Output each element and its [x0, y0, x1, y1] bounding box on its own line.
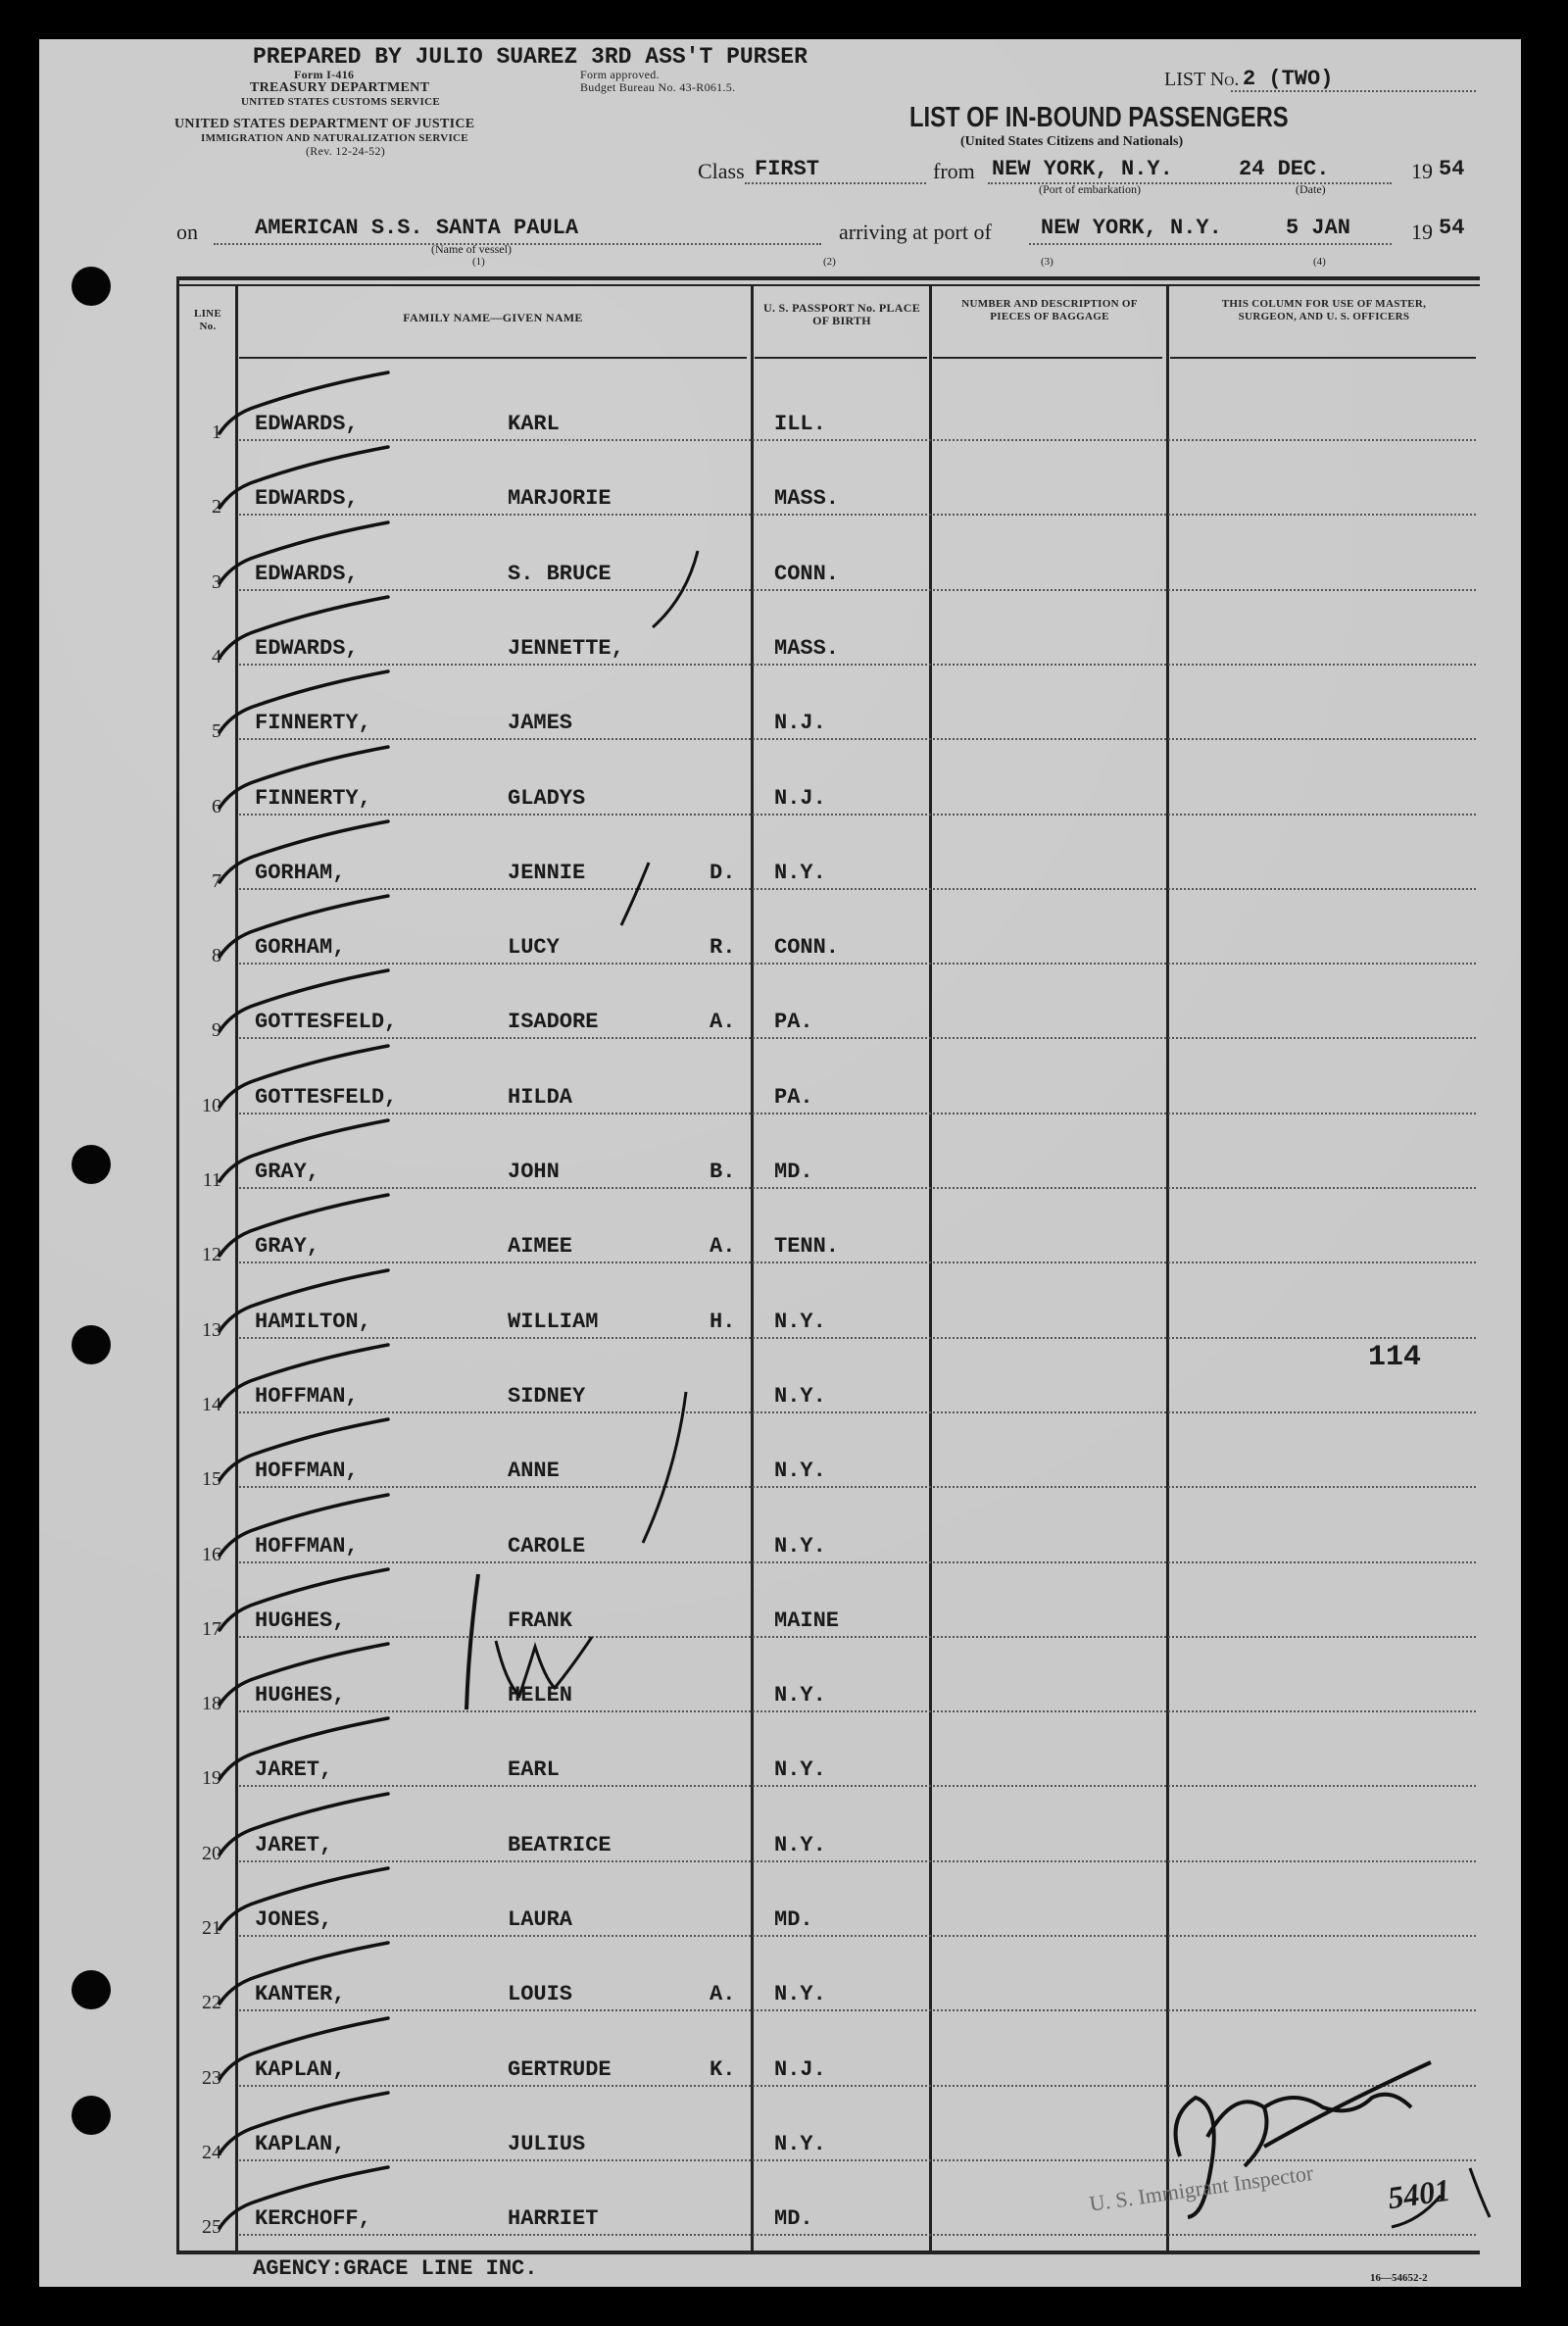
- list-subtitle: (United States Citizens and Nationals): [960, 134, 1184, 149]
- place-of-birth: N.Y.: [774, 1833, 826, 1857]
- row-dotted-line: [239, 514, 1476, 516]
- family-name: KANTER,: [255, 1982, 346, 2006]
- caption-2: (2): [823, 256, 836, 268]
- place-of-birth: ILL.: [774, 412, 826, 436]
- row-line-number: 24: [202, 2142, 221, 2163]
- place-of-birth: N.Y.: [774, 1683, 826, 1707]
- row-dotted-line: [239, 1262, 1476, 1263]
- middle-initial: K.: [710, 2057, 736, 2082]
- given-name: KARL: [508, 412, 560, 436]
- family-name: GORHAM,: [255, 861, 346, 885]
- arrival-date: 5 JAN: [1286, 216, 1351, 240]
- middle-initial: H.: [710, 1310, 736, 1334]
- middle-initial: D.: [710, 861, 736, 885]
- row-line-number: 1: [212, 421, 221, 443]
- arrival-port: NEW YORK, N.Y.: [1041, 216, 1222, 240]
- row-line-number: 21: [202, 1917, 221, 1939]
- middle-initial: A.: [710, 1982, 736, 2006]
- from-label: from: [933, 159, 975, 183]
- place-of-birth: N.Y.: [774, 1384, 826, 1409]
- treasury-department: TREASURY DEPARTMENT: [250, 80, 430, 95]
- given-name: JENNIE: [508, 861, 586, 885]
- row-dotted-line: [239, 1411, 1476, 1413]
- row-dotted-line: [239, 1860, 1476, 1862]
- date-caption: (Date): [1296, 182, 1326, 196]
- place-of-birth: MASS.: [774, 486, 840, 511]
- given-name: LOUIS: [508, 1982, 573, 2006]
- place-of-birth: CONN.: [774, 562, 840, 586]
- list-title: LIST OF IN-BOUND PASSENGERS: [909, 102, 1289, 133]
- given-name: SIDNEY: [508, 1384, 586, 1409]
- row-dotted-line: [239, 1337, 1476, 1339]
- given-name: GLADYS: [508, 786, 586, 811]
- row-line-number: 12: [202, 1244, 221, 1265]
- col-header-name: FAMILY NAME—GIVEN NAME: [403, 311, 583, 324]
- family-name: HAMILTON,: [255, 1310, 371, 1334]
- given-name: HARRIET: [508, 2206, 599, 2231]
- budget-bureau: Budget Bureau No. 43-R061.5.: [580, 80, 736, 94]
- vessel-line: [214, 243, 821, 245]
- caption-4: (4): [1313, 256, 1326, 268]
- family-name: FINNERTY,: [255, 711, 371, 735]
- department-of-justice: UNITED STATES DEPARTMENT OF JUSTICE: [174, 117, 475, 131]
- row-line-number: 23: [202, 2067, 221, 2089]
- class-value: FIRST: [755, 157, 820, 181]
- place-of-birth: N.Y.: [774, 1310, 826, 1334]
- row-line-number: 7: [212, 870, 221, 892]
- print-code: 16—54652-2: [1370, 2272, 1428, 2284]
- given-name: AIMEE: [508, 1234, 573, 1259]
- given-name: HELEN: [508, 1683, 573, 1707]
- given-name: ANNE: [508, 1459, 560, 1483]
- row-dotted-line: [239, 2085, 1476, 2087]
- on-label: on: [176, 220, 198, 244]
- port-embark-caption: (Port of embarkation): [1039, 182, 1141, 196]
- row-line-number: 3: [212, 571, 221, 593]
- row-dotted-line: [239, 1187, 1476, 1189]
- middle-initial: R.: [710, 935, 736, 960]
- given-name: JULIUS: [508, 2132, 586, 2156]
- given-name: LUCY: [508, 935, 560, 960]
- col-divider-line: [235, 284, 238, 2254]
- row-dotted-line: [239, 1561, 1476, 1563]
- family-name: HOFFMAN,: [255, 1459, 359, 1483]
- year-prefix-2: 19: [1411, 220, 1433, 244]
- place-of-birth: PA.: [774, 1010, 813, 1034]
- given-name: HILDA: [508, 1085, 573, 1110]
- row-line-number: 2: [212, 496, 221, 518]
- family-name: JONES,: [255, 1907, 333, 1932]
- row-dotted-line: [239, 439, 1476, 441]
- place-of-birth: MD.: [774, 1907, 813, 1932]
- row-dotted-line: [239, 589, 1476, 591]
- place-of-birth: N.Y.: [774, 1982, 826, 2006]
- row-line-number: 22: [202, 1992, 221, 2013]
- form-number: Form I-416: [294, 68, 355, 81]
- place-of-birth: PA.: [774, 1085, 813, 1110]
- family-name: EDWARDS,: [255, 636, 359, 661]
- place-of-birth: N.J.: [774, 711, 826, 735]
- place-of-birth: N.Y.: [774, 1757, 826, 1782]
- family-name: EDWARDS,: [255, 412, 359, 436]
- given-name: CAROLE: [508, 1534, 586, 1559]
- given-name: S. BRUCE: [508, 562, 612, 586]
- row-dotted-line: [239, 1486, 1476, 1488]
- table-top-rule-2: [176, 284, 1480, 286]
- given-name: BEATRICE: [508, 1833, 612, 1857]
- middle-initial: A.: [710, 1234, 736, 1259]
- place-of-birth: MAINE: [774, 1608, 840, 1633]
- row-line-number: 15: [202, 1468, 221, 1490]
- table-left-border: [176, 276, 179, 2254]
- row-dotted-line: [239, 2009, 1476, 2011]
- given-name: JAMES: [508, 711, 573, 735]
- family-name: GOTTESFELD,: [255, 1085, 398, 1110]
- row-line-number: 20: [202, 1843, 221, 1864]
- row-dotted-line: [239, 1113, 1476, 1114]
- middle-initial: A.: [710, 1010, 736, 1034]
- row-dotted-line: [239, 1935, 1476, 1937]
- place-of-birth: N.Y.: [774, 861, 826, 885]
- row-dotted-line: [239, 1710, 1476, 1712]
- given-name: GERTRUDE: [508, 2057, 612, 2082]
- row-dotted-line: [239, 1037, 1476, 1039]
- middle-initial: B.: [710, 1160, 736, 1184]
- immigration-service: IMMIGRATION AND NATURALIZATION SERVICE: [201, 132, 468, 144]
- col-header-officers: THIS COLUMN FOR USE OF MASTER, SURGEON, AND U. S. OFFICERS: [1221, 298, 1427, 322]
- class-label: Class: [698, 159, 745, 183]
- stamp-number: 5401: [1385, 2171, 1453, 2216]
- place-of-birth: N.J.: [774, 2057, 826, 2082]
- punch-hole: [72, 267, 111, 306]
- family-name: KAPLAN,: [255, 2057, 346, 2082]
- punch-hole: [72, 1325, 111, 1364]
- embark-date: 24 DEC.: [1239, 157, 1330, 181]
- row-dotted-line: [239, 738, 1476, 740]
- year-embark: 54: [1439, 157, 1465, 181]
- row-line-number: 11: [202, 1169, 221, 1191]
- row-line-number: 9: [212, 1019, 221, 1041]
- family-name: HOFFMAN,: [255, 1384, 359, 1409]
- given-name: MARJORIE: [508, 486, 612, 511]
- place-of-birth: N.Y.: [774, 1534, 826, 1559]
- list-no-label: LIST No.: [1164, 69, 1240, 90]
- caption-1: (1): [472, 256, 485, 268]
- place-of-birth: TENN.: [774, 1234, 840, 1259]
- given-name: ISADORE: [508, 1010, 599, 1034]
- revision-date: (Rev. 12-24-52): [306, 144, 386, 158]
- given-name: LAURA: [508, 1907, 573, 1932]
- row-dotted-line: [239, 1785, 1476, 1787]
- row-dotted-line: [239, 1636, 1476, 1638]
- given-name: EARL: [508, 1757, 560, 1782]
- agency: AGENCY:GRACE LINE INC.: [253, 2256, 538, 2281]
- year-arrival: 54: [1439, 216, 1465, 240]
- col-divider-birth: [929, 284, 932, 2254]
- row-line-number: 18: [202, 1693, 221, 1714]
- row-line-number: 13: [202, 1319, 221, 1341]
- family-name: EDWARDS,: [255, 486, 359, 511]
- row-line-number: 17: [202, 1618, 221, 1640]
- row-line-number: 10: [202, 1095, 221, 1116]
- col-header-passport: U. S. PASSPORT No. PLACE OF BIRTH: [762, 301, 921, 327]
- class-line: [745, 182, 926, 184]
- col-divider-baggage: [1166, 284, 1169, 2254]
- list-no-value: 2 (TWO): [1243, 67, 1334, 91]
- row-line-number: 25: [202, 2216, 221, 2238]
- place-of-birth: MD.: [774, 2206, 813, 2231]
- place-of-birth: CONN.: [774, 935, 840, 960]
- given-name: JENNETTE,: [508, 636, 624, 661]
- table-bottom-rule: [176, 2251, 1480, 2254]
- family-name: KAPLAN,: [255, 2132, 346, 2156]
- given-name: JOHN: [508, 1160, 560, 1184]
- from-port: NEW YORK, N.Y.: [992, 157, 1173, 181]
- row-dotted-line: [239, 2159, 1476, 2161]
- immigrant-inspector-stamp: U. S. Immigrant Inspector: [1088, 2159, 1315, 2216]
- header-underline-birth: [755, 357, 927, 359]
- place-of-birth: MD.: [774, 1160, 813, 1184]
- family-name: GRAY,: [255, 1234, 320, 1259]
- family-name: JARET,: [255, 1833, 333, 1857]
- punch-hole: [72, 2096, 111, 2135]
- place-of-birth: N.Y.: [774, 1459, 826, 1483]
- caption-3: (3): [1041, 256, 1054, 268]
- family-name: GOTTESFELD,: [255, 1010, 398, 1034]
- customs-service: UNITED STATES CUSTOMS SERVICE: [241, 96, 441, 108]
- vessel-caption: (Name of vessel): [431, 242, 512, 256]
- row-line-number: 14: [202, 1394, 221, 1415]
- header-underline-baggage: [933, 357, 1162, 359]
- row-line-number: 6: [212, 796, 221, 817]
- row-line-number: 8: [212, 945, 221, 966]
- col-header-baggage: NUMBER AND DESCRIPTION OF PIECES OF BAGGAGE: [961, 298, 1138, 322]
- punch-hole: [72, 1970, 111, 2009]
- family-name: HUGHES,: [255, 1608, 346, 1633]
- punch-hole: [72, 1145, 111, 1184]
- place-of-birth: N.Y.: [774, 2132, 826, 2156]
- family-name: GORHAM,: [255, 935, 346, 960]
- row-dotted-line: [239, 814, 1476, 816]
- col-divider-name: [751, 284, 754, 2254]
- row-dotted-line: [239, 2234, 1476, 2236]
- form-approved: Form approved.: [580, 68, 660, 81]
- given-name: WILLIAM: [508, 1310, 599, 1334]
- arriving-label: arriving at port of: [839, 220, 992, 244]
- family-name: FINNERTY,: [255, 786, 371, 811]
- place-of-birth: N.J.: [774, 786, 826, 811]
- place-of-birth: MASS.: [774, 636, 840, 661]
- family-name: GRAY,: [255, 1160, 320, 1184]
- row-line-number: 4: [212, 646, 221, 668]
- given-name: FRANK: [508, 1608, 573, 1633]
- year-prefix-1: 19: [1411, 159, 1433, 183]
- vessel-name: AMERICAN S.S. SANTA PAULA: [255, 216, 579, 240]
- row-line-number: 19: [202, 1767, 221, 1789]
- col-header-line-no: LINE No.: [193, 308, 222, 332]
- family-name: HUGHES,: [255, 1683, 346, 1707]
- row-dotted-line: [239, 963, 1476, 965]
- header-underline-name: [239, 357, 747, 359]
- prepared-by: PREPARED BY JULIO SUAREZ 3RD ASS'T PURSER: [253, 44, 808, 70]
- header-underline-officers: [1170, 357, 1476, 359]
- row-dotted-line: [239, 664, 1476, 666]
- row-dotted-line: [239, 888, 1476, 890]
- row-line-number: 16: [202, 1544, 221, 1565]
- table-top-rule: [176, 276, 1480, 280]
- family-name: HOFFMAN,: [255, 1534, 359, 1559]
- family-name: EDWARDS,: [255, 562, 359, 586]
- family-name: JARET,: [255, 1757, 333, 1782]
- family-name: KERCHOFF,: [255, 2206, 371, 2231]
- page-number: 114: [1368, 1341, 1422, 1374]
- arrival-line: [1029, 243, 1392, 245]
- row-line-number: 5: [212, 720, 221, 742]
